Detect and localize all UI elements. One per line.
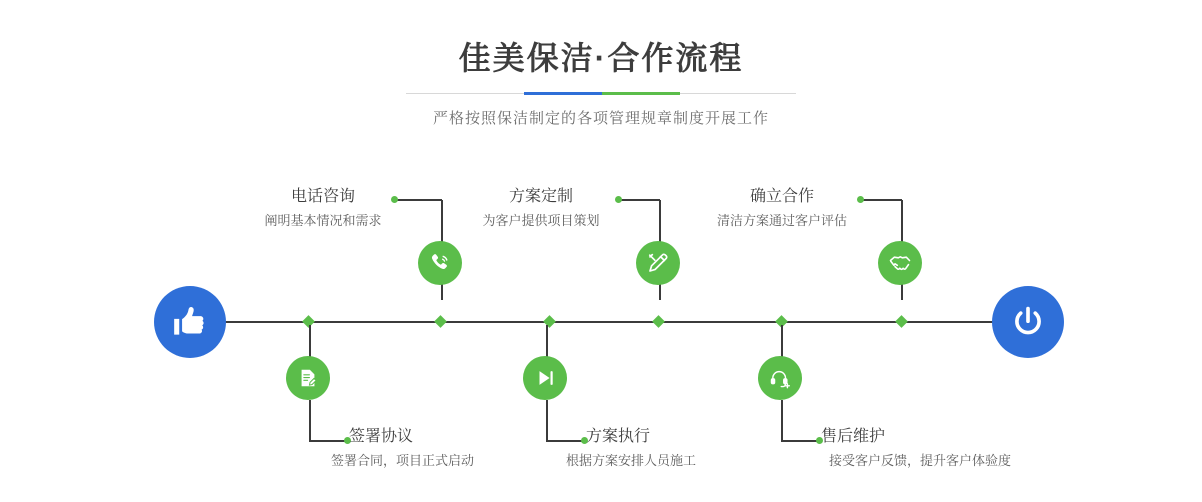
- power-icon: [1009, 303, 1047, 341]
- connector-v-4: [546, 325, 548, 358]
- end-endpoint: [992, 286, 1064, 358]
- step-node-6: [758, 356, 802, 400]
- connector-h-3: [620, 199, 660, 201]
- axis-marker-5: [895, 315, 908, 328]
- thumbs-up-icon: [171, 303, 209, 341]
- connector-h-5: [862, 199, 902, 201]
- connector-v-4b: [546, 400, 548, 441]
- divider-accent-green: [602, 92, 680, 95]
- pen-ruler-icon: [646, 251, 670, 275]
- title-divider: [406, 92, 796, 95]
- document-edit-icon: [297, 367, 319, 389]
- step-desc-2: 签署合同，项目正式启动: [331, 453, 475, 468]
- play-next-icon: [534, 367, 556, 389]
- step-node-2: [286, 356, 330, 400]
- step-node-1: [418, 241, 462, 285]
- step-title-1: 电话咨询: [290, 188, 355, 205]
- axis-marker-1: [434, 315, 447, 328]
- step-node-5: [878, 241, 922, 285]
- diagram-header: [0, 36, 1202, 128]
- step-label-4: [566, 426, 786, 471]
- connector-v-2b: [309, 400, 311, 441]
- headset-add-icon: [769, 367, 792, 390]
- step-title-2: 签署协议: [349, 428, 414, 445]
- timeline-axis: [160, 321, 1042, 323]
- step-label-3: [462, 186, 620, 231]
- handshake-icon: [888, 251, 912, 275]
- axis-marker-3: [652, 315, 665, 328]
- step-node-4: [523, 356, 567, 400]
- step-desc-3: 为客户提供项目策划: [482, 213, 600, 228]
- step-node-3: [636, 241, 680, 285]
- page-subtitle: 严格按照保洁制定的各项管理规章制度开展工作: [432, 110, 769, 127]
- divider-accent-blue: [524, 92, 602, 95]
- connector-h-6: [781, 440, 821, 442]
- connector-h-1: [396, 199, 442, 201]
- phone-icon: [428, 251, 452, 275]
- step-desc-4: 根据方案安排人员施工: [566, 453, 697, 468]
- step-desc-6: 接受客户反馈，提升客户体验度: [829, 453, 1012, 468]
- connector-h-2: [309, 440, 349, 442]
- connector-v-6b: [781, 400, 783, 441]
- page-title: 佳美保洁·合作流程: [458, 40, 744, 76]
- connector-v-1b: [441, 200, 443, 242]
- step-desc-5: 清洁方案通过客户评估: [716, 213, 847, 228]
- step-title-5: 确立合作: [749, 188, 814, 205]
- step-title-3: 方案定制: [508, 188, 573, 205]
- step-label-1: [250, 186, 396, 231]
- step-title-4: 方案执行: [586, 428, 651, 445]
- step-label-5: [702, 186, 862, 231]
- step-desc-1: 阐明基本情况和需求: [264, 213, 382, 228]
- start-endpoint: [154, 286, 226, 358]
- connector-v-2: [309, 325, 311, 358]
- connector-v-5b: [901, 200, 903, 242]
- connector-h-4: [546, 440, 586, 442]
- step-label-6: [821, 426, 1061, 471]
- step-label-2: [331, 426, 549, 471]
- connector-v-6: [781, 325, 783, 358]
- connector-v-3b: [659, 200, 661, 242]
- step-title-6: 售后维护: [821, 428, 886, 445]
